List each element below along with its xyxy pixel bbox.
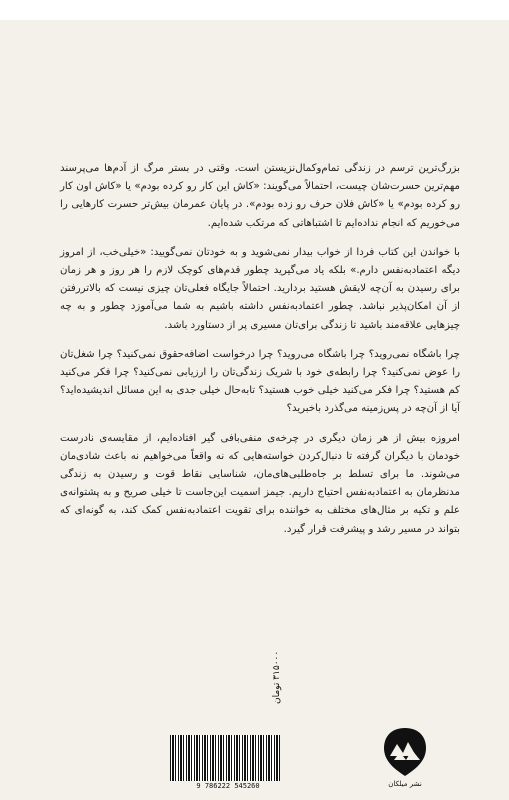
- publisher-logo-icon: [382, 726, 428, 778]
- publisher-name: نشر میلکان: [388, 780, 422, 788]
- barcode-number: 9 786222 545260: [158, 782, 298, 790]
- top-margin: [0, 0, 509, 20]
- blurb-text: [60, 160, 460, 550]
- price-label: ۳۱۵۰۰۰ تومان: [272, 650, 282, 704]
- barcode-icon: [170, 735, 280, 781]
- blurb-paragraph-4: امروزه بیش از هر زمان دیگری در چرخه‌ی منفی‌بافی گیر افتاده‌ایم، از مقایسه‌ی نادرست خودمان با دیگران گرفته تا دنبال‌کردن خواسته‌هایی که نه واقعاً می‌خواهیم نه باعث شادی‌مان می‌شوند. ما برای تسلط بر جاه‌طلبی‌های‌مان، شناسایی نقاط قوت و رسیدن به زندگی مدنظرمان به اعتمادبه‌نفس احتیاج داریم. جیمز اسمیت این‌جاست تا خیلی صریح و به پشتوانه‌ی علم و تکیه بر مثال‌های مختلف به خواننده برای تقویت اعتمادبه‌نفس کمک کند، به گونه‌ای که بتواند در مسیر رشد و پیشرفت قرار گیرد.: [60, 432, 460, 535]
- blurb-paragraph-2: با خواندن این کتاب فردا از خواب بیدار نمی‌شوید و به خودتان نمی‌گویید: «خیلی‌خب، از امروز دیگه اعتمادبه‌نفس دارم.» بلکه یاد می‌گیرید چطور قدم‌های کوچک لازم را هر روز و هر زمان برای رسیدن به آن‌چه لایقش هستید بردارید. احتمالاً جایگاه فعلی‌تان چیزی نیست که بالاتررفتن از آن امکان‌پذیر نباشد. چطور اعتمادبه‌نفس داشته باشیم به شما می‌آموزد چطور و به چه چیزهایی علاقه‌مند باشید تا زندگی برای‌تان مسیری پر از دستاورد باشد.: [60, 246, 460, 331]
- blurb-paragraph-3: چرا باشگاه نمی‌روید؟ چرا باشگاه می‌روید؟ چرا درخواست اضافه‌حقوق نمی‌کنید؟ چرا شغل‌تان را عوض نمی‌کنید؟ چرا رابطه‌ی خود با شریک زندگی‌تان را ارزیابی نمی‌کنید؟ چرا فکر می‌کنید کم هستید؟ چرا فکر می‌کنید خیلی خوب هستید؟ تابه‌حال خیلی جدی به این مسائل اندیشیده‌اید؟ آیا از آن‌چه در پس‌زمینه می‌گذرد باخبرید؟: [60, 348, 460, 415]
- blurb-paragraph-1: بزرگ‌ترین ترسم در زندگی تمام‌وکمال‌نزیستن است. وقتی در بستر مرگ از آدم‌ها می‌پرسند مهم‌ترین حسرت‌شان چیست، احتمالاً می‌گویند: «کاش این کار رو کرده بودم» یا «کاش اون کار رو کرده بودم» یا «کاش فلان حرف رو زده بودم». در پایان عمرمان بیش‌تر حسرت کارهایی را می‌خوریم که انجام نداده‌ایم تا اشتباهاتی که مرتکب شده‌ایم.: [60, 163, 460, 229]
